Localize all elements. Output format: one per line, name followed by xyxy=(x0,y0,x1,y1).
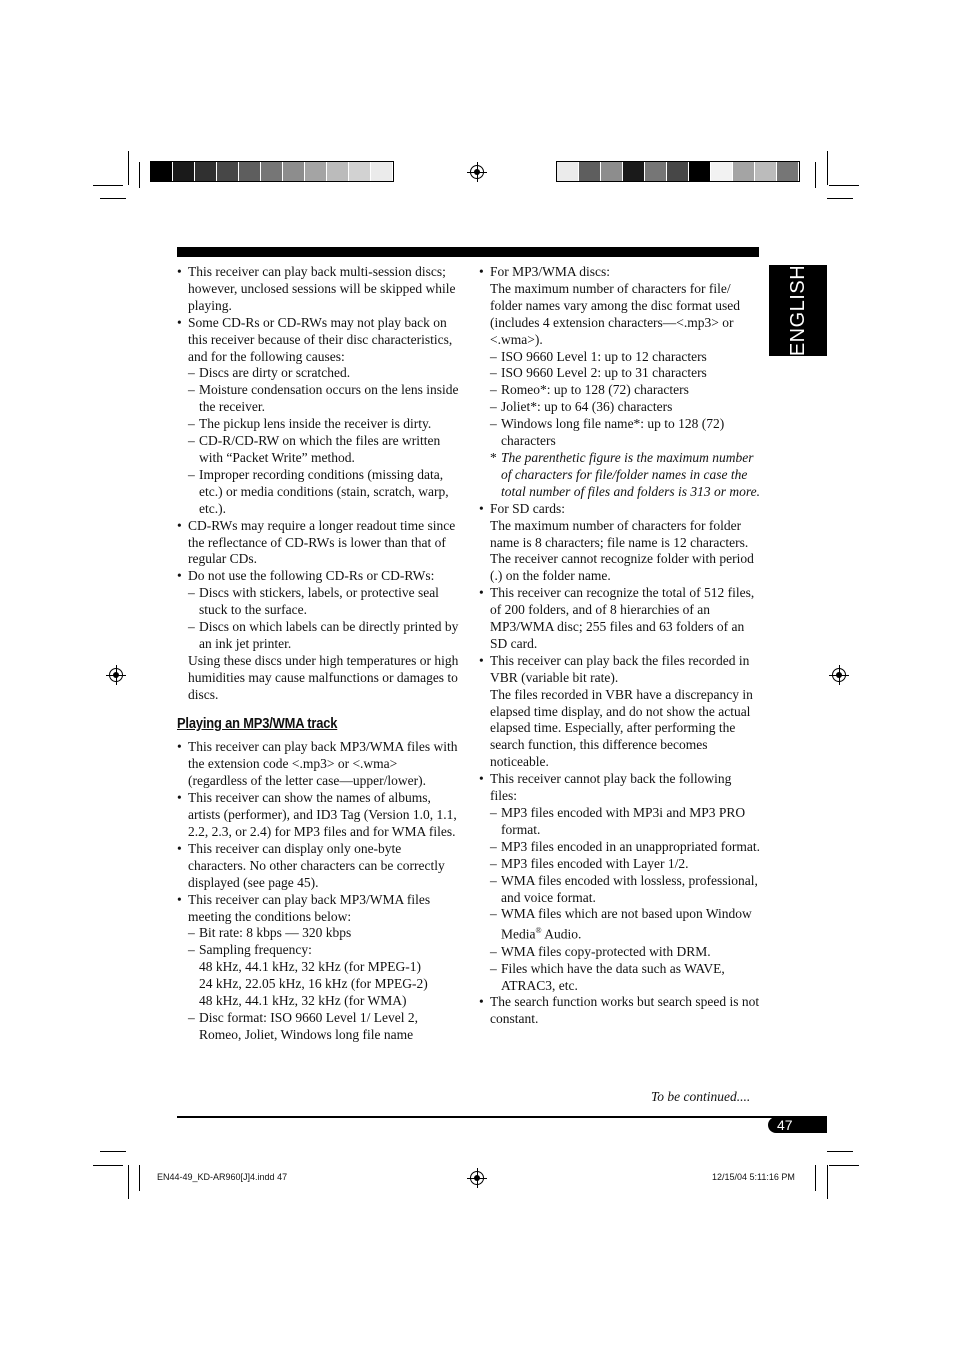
color-swatch xyxy=(601,162,623,181)
crop-mark xyxy=(829,1165,859,1166)
list-item-text: The receiver cannot recognize folder with period (.) on the folder name. xyxy=(490,551,754,584)
crop-mark xyxy=(100,198,126,199)
color-swatch xyxy=(173,162,195,181)
crop-mark xyxy=(827,198,853,199)
sub-item: – ISO 9660 Level 1: up to 12 characters xyxy=(490,349,761,366)
sub-item: – Romeo*: up to 128 (72) characters xyxy=(490,382,761,399)
list-item-text: The maximum number of characters for file/ folder names vary among the disc format used (includes 4 extension characters—<.mp3> or <.wma>). xyxy=(490,280,741,347)
crop-mark xyxy=(100,1151,126,1152)
crop-mark xyxy=(93,1165,123,1166)
color-swatch xyxy=(305,162,327,181)
date-slug: 12/15/04 5:11:16 PM xyxy=(712,1172,795,1182)
list-item-text: • This receiver can play back the files recorded in VBR (variable bit rate). xyxy=(490,652,750,685)
color-swatch xyxy=(755,162,777,181)
crop-mark xyxy=(815,1165,816,1191)
list-item: • This receiver can play back multi-session discs; however, unclosed sessions will be skipped while playing. xyxy=(177,264,459,315)
list-item xyxy=(177,568,459,703)
crop-mark xyxy=(128,151,129,185)
sub-item-text: Audio. xyxy=(541,926,582,942)
sub-item: – Discs with stickers, labels, or protective seal stuck to the surface. xyxy=(188,585,459,619)
list-item-text: • For SD cards: xyxy=(490,500,565,516)
list-item xyxy=(479,264,761,501)
footer-rule xyxy=(177,1116,827,1118)
sub-item: – CD-R/CD-RW on which the files are written with “Packet Write” method. xyxy=(188,433,459,467)
sub-item: – MP3 files encoded in an unappropriated format. xyxy=(490,839,761,856)
list-item xyxy=(479,501,761,586)
sub-item: – Bit rate: 8 kbps — 320 kbps xyxy=(188,925,459,942)
sub-item: – Joliet*: up to 64 (36) characters xyxy=(490,399,761,416)
sub-item: – ISO 9660 Level 2: up to 31 characters xyxy=(490,365,761,382)
sub-item-text: 48 kHz, 44.1 kHz, 32 kHz (for WMA) xyxy=(199,993,407,1009)
section-heading: Playing an MP3/WMA track xyxy=(177,714,338,732)
color-swatch xyxy=(217,162,239,181)
registration-mark-icon xyxy=(470,1171,484,1185)
list-item-text: • Some CD-Rs or CD-RWs may not play back on this receiver because of their disc characteristics, and for the following causes: xyxy=(188,314,453,364)
list-item xyxy=(479,653,761,771)
sub-item: – Improper recording conditions (missing data, etc.) or media conditions (stain, scratch, warp, etc.). xyxy=(188,467,459,518)
file-slug: EN44-49_KD-AR960[J]4.indd 47 xyxy=(157,1172,288,1182)
sub-item: – Discs on which labels can be directly printed by an ink jet printer. xyxy=(188,619,459,653)
language-tab-label: ENGLISH xyxy=(786,264,809,357)
list-item-text: • This receiver cannot play back the following files: xyxy=(490,771,732,804)
sub-item: – MP3 files encoded with Layer 1/2. xyxy=(490,856,761,873)
color-swatch xyxy=(623,162,645,181)
sub-item: – Windows long file name*: up to 128 (72) characters xyxy=(490,416,761,450)
right-column xyxy=(479,264,761,1028)
crop-mark xyxy=(128,1165,129,1199)
sub-item-text: 48 kHz, 44.1 kHz, 32 kHz (for MPEG-1) xyxy=(199,959,421,975)
color-swatch xyxy=(645,162,667,181)
list-item: • This receiver can recognize the total of 512 files, of 200 folders, and of 8 hierarchies of an MP3/WMA disc; 255 files and 63 folders of an SD card. xyxy=(479,585,761,653)
sub-item-text: – Sampling frequency: xyxy=(199,942,312,958)
list-item: • This receiver can play back MP3/WMA files with the extension code <.mp3> or <.wma> (regardless of the letter case—upper/lower). xyxy=(177,739,459,790)
color-swatch xyxy=(371,162,393,181)
list-item-text: The maximum number of characters for folder name is 8 characters; file name is 12 characters. xyxy=(490,517,749,550)
sub-item: – The pickup lens inside the receiver is dirty. xyxy=(188,416,459,433)
crop-mark xyxy=(827,1165,828,1199)
registration-mark-icon xyxy=(832,668,846,682)
page-number: 47 xyxy=(768,1117,827,1133)
color-swatch xyxy=(579,162,601,181)
list-item: • This receiver can display only one-byte characters. No other characters can be correctly displayed (see page 45). xyxy=(177,841,459,892)
crop-mark xyxy=(815,162,816,188)
list-item xyxy=(177,892,459,1044)
left-column xyxy=(177,264,459,1044)
color-swatch xyxy=(327,162,349,181)
color-swatch xyxy=(733,162,755,181)
sub-item: – Moisture condensation occurs on the lens inside the receiver. xyxy=(188,382,459,416)
list-item-text: • For MP3/WMA discs: xyxy=(490,264,611,279)
list-item-text: The files recorded in VBR have a discrepancy in elapsed time display, and do not show the actual elapsed time. Especially, after performing the search function, this difference becomes noticeable. xyxy=(490,686,753,770)
color-calibration-bar-left xyxy=(150,161,394,182)
sub-item-text: 24 kHz, 22.05 kHz, 16 kHz (for MPEG-2) xyxy=(199,976,428,992)
list-item-text: • Do not use the following CD-Rs or CD-RWs: xyxy=(188,568,435,584)
list-item: • The search function works but search speed is not constant. xyxy=(479,994,761,1028)
sub-item: – WMA files copy-protected with DRM. xyxy=(490,944,761,961)
footnote: * The parenthetic figure is the maximum number of characters for file/folder names in case the total number of files and folders is 313 or more. xyxy=(490,450,761,501)
crop-mark xyxy=(827,151,828,185)
crop-mark xyxy=(829,185,859,186)
language-tab xyxy=(769,265,827,356)
color-swatch xyxy=(239,162,261,181)
sub-item: – WMA files encoded with lossless, professional, and voice format. xyxy=(490,873,761,907)
sub-item: – Disc format: ISO 9660 Level 1/ Level 2, Romeo, Joliet, Windows long file name xyxy=(188,1010,459,1044)
sub-item: – Files which have the data such as WAVE, ATRAC3, etc. xyxy=(490,961,761,995)
sub-item: – MP3 files encoded with MP3i and MP3 PRO format. xyxy=(490,805,761,839)
color-swatch xyxy=(557,162,579,181)
color-swatch xyxy=(711,162,733,181)
sub-item: – Discs are dirty or scratched. xyxy=(188,365,459,382)
list-item xyxy=(177,315,459,518)
color-swatch xyxy=(689,162,711,181)
list-item: • This receiver can show the names of albums, artists (performer), and ID3 Tag (Version 1.0, 1.1, 2.2, 2.3, or 2.4) for MP3 files and for WMA files. xyxy=(177,790,459,841)
color-calibration-bar-right xyxy=(556,161,800,182)
registration-mark-icon xyxy=(470,165,484,179)
crop-mark xyxy=(93,185,123,186)
continued-note: To be continued.... xyxy=(651,1089,751,1104)
color-swatch xyxy=(195,162,217,181)
color-swatch xyxy=(777,162,799,181)
list-item-text: Using these discs under high temperatures or high humidities may cause malfunctions or damages to discs. xyxy=(188,652,459,702)
registration-mark-icon xyxy=(109,668,123,682)
sub-item xyxy=(188,942,459,1010)
header-rule xyxy=(177,247,759,257)
crop-mark xyxy=(139,1165,140,1191)
sub-item-text: WMA files which are not based upon Window Media xyxy=(501,906,752,942)
list-item: • CD-RWs may require a longer readout time since the reflectance of CD-RWs is lower than that of regular CDs. xyxy=(177,518,459,569)
registered-mark: ® xyxy=(535,926,542,936)
color-swatch xyxy=(151,162,173,181)
color-swatch xyxy=(283,162,305,181)
sub-item xyxy=(490,906,761,943)
list-item xyxy=(479,771,761,994)
list-item-text: • This receiver can play back MP3/WMA files meeting the conditions below: xyxy=(188,891,431,924)
crop-mark xyxy=(827,1151,853,1152)
crop-mark xyxy=(139,162,140,188)
color-swatch xyxy=(667,162,689,181)
color-swatch xyxy=(261,162,283,181)
color-swatch xyxy=(349,162,371,181)
